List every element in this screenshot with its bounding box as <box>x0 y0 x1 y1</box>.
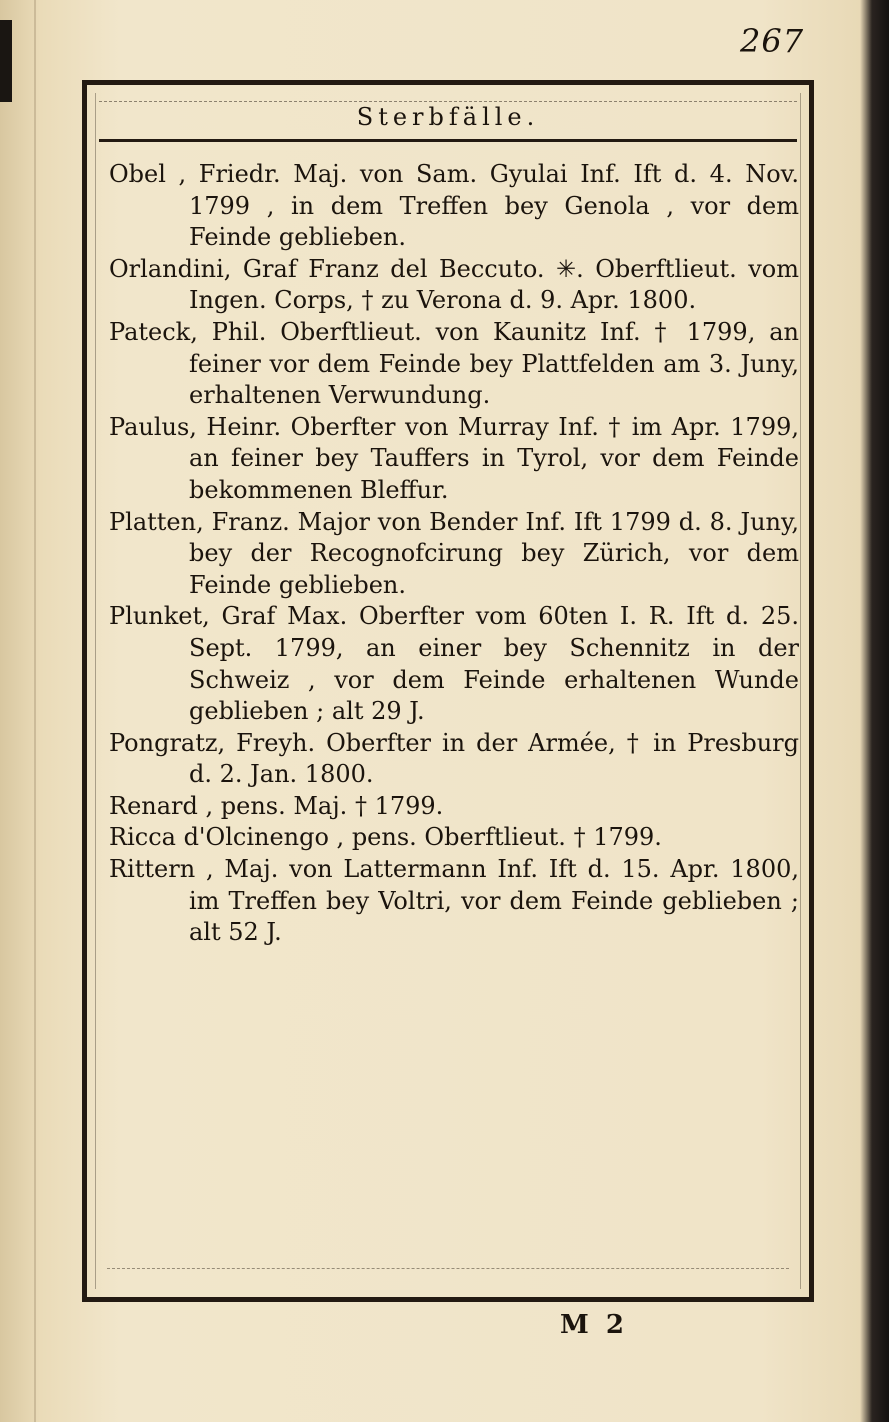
signature-mark: M 2 <box>560 1310 628 1340</box>
page-edge-mark <box>0 20 12 102</box>
text-frame <box>82 80 814 1302</box>
entry-rittern: Rittern , Maj. von Lattermann Inf. Ift d. 15. Apr. 1800, im Treffen bey Voltri, vor dem Feinde geblieben ; alt 52 J. <box>109 855 799 947</box>
entry-paulus: Paulus, Heinr. Oberfter von Murray Inf. † im Apr. 1799, an feiner bey Tauffers in Tyrol, vor dem Feinde bekommenen Bleffur. <box>109 412 799 504</box>
page-number: 267 <box>740 22 805 60</box>
section-title: Sterbfälle. <box>356 103 540 131</box>
gutter-line <box>34 0 36 1422</box>
bottom-rule <box>107 1268 789 1269</box>
header-rule <box>99 139 797 142</box>
entry-ricca: Ricca d'Olcinengo , pens. Oberftlieut. † 1799. <box>109 823 662 852</box>
entry-plunket: Plunket, Graf Max. Oberfter vom 60ten I. R. Ift d. 25. Sept. 1799, an einer bey Schennitz in der Schweiz , vor dem Feinde erhaltenen Wunde geblieben ; alt 29 J. <box>109 602 799 726</box>
entry-obel: Obel , Friedr. Maj. von Sam. Gyulai Inf. Ift d. 4. Nov. 1799 , in dem Treffen bey Genola , vor dem Feinde geblieben. <box>109 160 799 252</box>
entry-renard: Renard , pens. Maj. † 1799. <box>109 791 444 820</box>
entry-pateck: Pateck, Phil. Oberftlieut. von Kaunitz Inf. † 1799, an feiner vor dem Feinde bey Plattfelden am 3. Juny, erhaltenen Verwundung. <box>109 317 799 410</box>
entry-orlandini: Orlandini, Graf Franz del Beccuto. ✳. Oberftlieut. vom Ingen. Corps, † zu Verona d. 9. Apr. 1800. <box>109 254 799 315</box>
entry-platten: Platten, Franz. Major von Bender Inf. Ift 1799 d. 8. Juny, bey der Recognofcirung bey Zürich, vor dem Feinde geblieben. <box>109 507 799 599</box>
entry-list <box>109 159 799 949</box>
header-top-rule <box>99 101 797 102</box>
entry-pongratz: Pongratz, Freyh. Oberfter in der Armée, † in Presburg d. 2. Jan. 1800. <box>109 728 799 789</box>
